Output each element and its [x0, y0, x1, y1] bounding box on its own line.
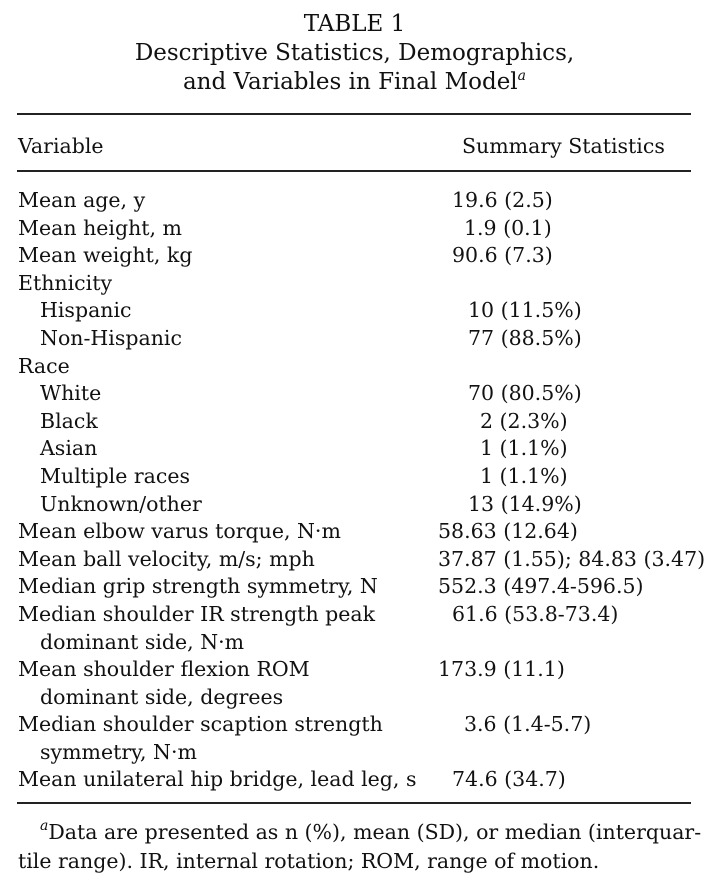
- row-label: Median grip strength symmetry, N: [18, 574, 378, 599]
- row-label-line-2: dominant side, N·m: [40, 629, 245, 654]
- row-label: Asian: [40, 436, 98, 461]
- row-label-line-2: symmetry, N·m: [40, 739, 197, 764]
- row-label: [18, 711, 383, 766]
- row-label: Unknown/other: [40, 491, 202, 516]
- column-header-summary: Summary Statistics: [462, 134, 665, 158]
- table-row: [0, 463, 709, 491]
- top-rule: [17, 113, 691, 115]
- column-header-variable: Variable: [18, 134, 104, 158]
- table-row: [0, 242, 709, 270]
- table-title-line-2: [0, 68, 709, 97]
- row-label: Black: [40, 408, 98, 433]
- row-value: 1 (1.1%): [480, 463, 568, 488]
- row-value: 10 (11.5%): [468, 298, 582, 323]
- table-row: [0, 215, 709, 243]
- row-value: 552.3 (497.4-596.5): [438, 574, 644, 599]
- table-row: [0, 435, 709, 463]
- footnote-marker: a: [40, 818, 49, 834]
- row-label: Ethnicity: [18, 270, 113, 295]
- row-value: 173.9 (11.1): [438, 657, 565, 682]
- row-value: 2 (2.3%): [480, 408, 568, 433]
- footnote-line-1: [18, 818, 702, 847]
- row-value: 70 (80.5%): [468, 381, 582, 406]
- row-label-line-2: dominant side, degrees: [40, 684, 284, 709]
- row-label: Mean age, y: [18, 188, 146, 212]
- table-title-line-2-text: and Variables in Final Model: [182, 69, 518, 95]
- table-header-row: [0, 131, 709, 161]
- table-row: [0, 380, 709, 408]
- row-label: Mean height, m: [18, 215, 182, 240]
- table-row: [0, 491, 709, 519]
- row-label: Mean unilateral hip bridge, lead leg, s: [18, 767, 417, 792]
- table-row: [0, 573, 709, 601]
- row-value: 1.9 (0.1): [464, 215, 552, 240]
- table-row: [0, 187, 709, 215]
- row-label: Mean weight, kg: [18, 243, 193, 268]
- table-row: [0, 353, 709, 381]
- row-label: Multiple races: [40, 463, 191, 488]
- table-row: [0, 408, 709, 436]
- row-label-line-1: Mean shoulder flexion ROM: [18, 657, 310, 682]
- table-row: [0, 766, 709, 794]
- row-value: 37.87 (1.55); 84.83 (3.47): [438, 546, 706, 571]
- footnote-line-2: tile range). IR, internal rotation; ROM, range of motion.: [18, 849, 600, 873]
- row-label: Mean ball velocity, m/s; mph: [18, 546, 315, 571]
- table-body: [0, 187, 709, 794]
- row-label: [18, 656, 310, 711]
- header-rule: [17, 170, 691, 172]
- row-value: 19.6 (2.5): [452, 188, 553, 212]
- table-row: [0, 297, 709, 325]
- table-row: [0, 546, 709, 574]
- row-value: 74.6 (34.7): [452, 767, 566, 792]
- row-label: Hispanic: [40, 298, 132, 323]
- row-value: 3.6 (1.4-5.7): [464, 712, 592, 737]
- table-label: TABLE 1: [303, 11, 406, 37]
- row-label: Non-Hispanic: [40, 325, 182, 350]
- table-row: [0, 656, 709, 711]
- row-label: [18, 601, 375, 656]
- table-row: [0, 711, 709, 766]
- bottom-rule: [17, 802, 691, 804]
- row-value: 58.63 (12.64): [438, 519, 578, 544]
- row-value: 77 (88.5%): [468, 325, 582, 350]
- table-title-line-1: Descriptive Statistics, Demographics,: [134, 40, 575, 66]
- row-value: 13 (14.9%): [468, 491, 582, 516]
- table-row: [0, 601, 709, 656]
- table-footnote: [18, 818, 702, 876]
- title-footnote-marker: a: [517, 68, 527, 84]
- table-title-block: [0, 10, 709, 97]
- row-value: 90.6 (7.3): [452, 243, 553, 268]
- row-label: White: [40, 381, 102, 406]
- row-label-line-1: Median shoulder IR strength peak: [18, 601, 376, 626]
- table-row: [0, 325, 709, 353]
- table-row: [0, 270, 709, 298]
- row-value: 1 (1.1%): [480, 436, 568, 461]
- table-row: [0, 518, 709, 546]
- row-label-line-1: Median shoulder scaption strength: [18, 712, 383, 737]
- row-label: Race: [18, 353, 70, 378]
- row-label: Mean elbow varus torque, N·m: [18, 519, 341, 544]
- row-value: 61.6 (53.8-73.4): [452, 601, 619, 626]
- footnote-line-1-text: Data are presented as n (%), mean (SD), or median (interquar-: [48, 820, 702, 844]
